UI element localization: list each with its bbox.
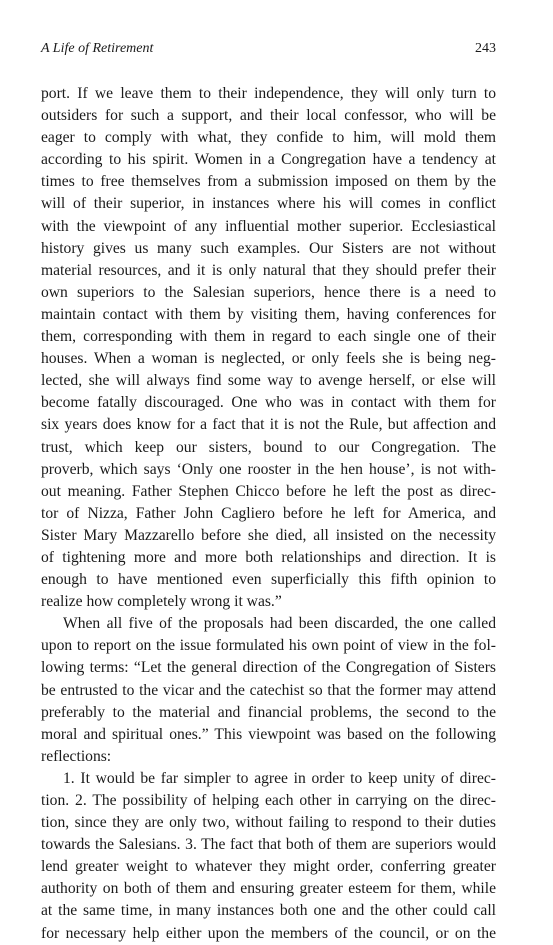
text-line: outsiders for such a support, and their local confessor, who will be	[41, 107, 496, 125]
text-line: tion. 2. The possibility of helping each other in carrying on the direc-	[41, 792, 496, 809]
text-line: material resources, and it is only natural that they should prefer their	[41, 261, 496, 279]
text-line: them, corresponding with them in regard to each single one of their	[41, 328, 496, 346]
text-line: history gives us many such examples. Our Sisters are not without	[41, 239, 496, 257]
text-line: When all five of the proposals had been discarded, the one called	[63, 615, 496, 633]
text-line: become fatally discouraged. One who was in contact with them for	[41, 394, 496, 412]
book-page	[41, 41, 496, 945]
text-line: 1. It would be far simpler to agree in order to keep unity of direc-	[63, 769, 496, 787]
text-line: will of their superior, in instances where his will comes in conflict	[41, 195, 496, 213]
text-line: enough to have mentioned even superficially this fifth opinion to	[41, 571, 496, 589]
running-title: A Life of Retirement	[41, 41, 154, 56]
text-line: authority on both of them and ensuring greater esteem for them, while	[41, 880, 496, 898]
text-line: six years does know for a fact that it is not the Rule, but affection and	[41, 416, 496, 434]
text-line: tion, since they are only two, without failing to respond to their duties	[41, 814, 496, 832]
text-line: Sister Mary Mazzarello before she died, all insisted on the necessity	[41, 526, 496, 544]
body-text	[41, 83, 496, 945]
text-line: proverb, which says ‘Only one rooster in the hen house’, is not with-	[41, 460, 496, 478]
text-line: realize how completely wrong it was.”	[41, 593, 282, 611]
text-line: with the viewpoint of any influential mother superior. Ecclesiastical	[41, 217, 496, 235]
text-line: be entrusted to the vicar and the catechist so that the former may attend	[41, 681, 496, 699]
text-line: times to free themselves from a submission imposed on them by the	[41, 173, 496, 191]
text-line: tor of Nizza, Father John Cagliero before he left for America, and	[41, 504, 496, 522]
text-line: at the same time, in many instances both one and the other could call	[41, 902, 496, 920]
text-line: of tightening more and more both relationships and direction. It is	[41, 548, 496, 566]
text-line: lend greater weight to whatever they might order, conferring greater	[41, 858, 496, 876]
text-line: reflections:	[41, 747, 112, 765]
text-line: for necessary help either upon the members of the council, or on the	[41, 924, 496, 942]
text-line: own superiors to the Salesian superiors, hence there is a need to	[41, 283, 496, 301]
text-line: preferably to the material and financial problems, the second to the	[41, 703, 496, 721]
page-number: 243	[475, 41, 496, 56]
text-line: moral and spiritual ones.” This viewpoint was based on the following	[41, 725, 496, 743]
text-line: maintain contact with them by visiting them, having conferences for	[41, 305, 496, 323]
text-line: lowing terms: “Let the general direction of the Congregation of Sisters	[41, 659, 496, 677]
text-line: out meaning. Father Stephen Chicco before he left the post as direc-	[41, 482, 496, 500]
running-head	[41, 41, 496, 57]
text-line: upon to report on the issue formulated his own point of view in the fol-	[41, 637, 496, 655]
text-line: trust, which keep our sisters, bound to our Congregation. The	[41, 438, 496, 456]
text-line: port. If we leave them to their independence, they will only turn to	[41, 85, 496, 102]
text-line: houses. When a woman is neglected, or only feels she is being neg-	[41, 350, 496, 368]
text-line: according to his spirit. Women in a Congregation have a tendency at	[41, 151, 496, 169]
text-line: eager to comply with what, they confide to him, will mold them	[41, 129, 496, 147]
text-line: lected, she will always find some way to avenge herself, or else will	[41, 372, 496, 390]
text-line: towards the Salesians. 3. The fact that both of them are superiors would	[41, 836, 496, 854]
